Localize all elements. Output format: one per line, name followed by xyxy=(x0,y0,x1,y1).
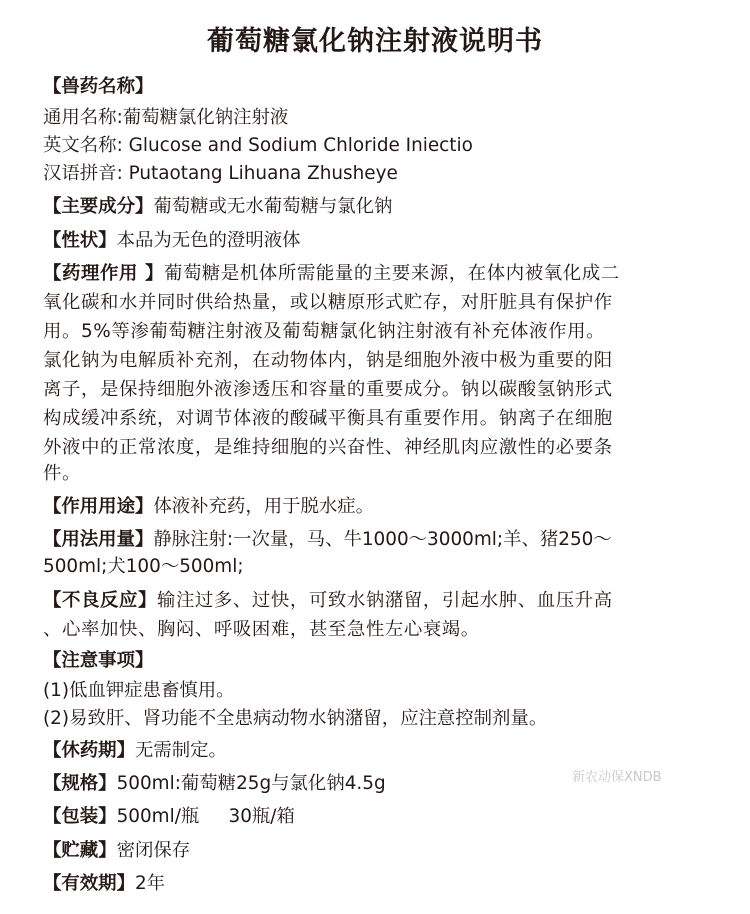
paragraph-line: 件。 xyxy=(43,463,81,484)
section-usage xyxy=(43,493,713,521)
paragraph-line: 输注过多、过快，可致水钠潴留，引起水肿、血压升高 xyxy=(156,590,613,611)
section-value: 本品为无色的澄明液体 xyxy=(116,230,301,251)
watermark: 新农动保XNDB xyxy=(572,770,662,785)
section-heading: 【贮藏】 xyxy=(43,840,117,861)
section-heading: 【作用用途】 xyxy=(43,496,154,517)
section-ingredients xyxy=(43,193,713,221)
section-heading: 【兽药名称】 xyxy=(43,76,154,97)
paragraph-line: 构成缓冲系统，对调节体液的酸碱平衡具有重要作用。钠离子在细胞 xyxy=(43,408,613,429)
section-storage xyxy=(43,837,713,865)
paragraph-line: 外液中的正常浓度，是维持细胞的兴奋性、神经肌肉应激性的必要条 xyxy=(43,437,613,458)
section-value: 500ml/瓶 30瓶/箱 xyxy=(116,806,295,827)
paragraph-line: 静脉注射:一次量，马、牛1000～3000ml;羊、猪250～ xyxy=(153,529,612,550)
section-value: 2年 xyxy=(134,873,166,894)
paragraph-line: 氧化碳和水并同时供给热量，或以糖原形式贮存，对肝脏具有保护作 xyxy=(43,292,613,313)
list-item: (1)低血钾症患畜慎用。 xyxy=(43,680,235,701)
section-heading: 【注意事项】 xyxy=(43,650,154,671)
section-withdrawal xyxy=(43,737,713,765)
list-item: (2)易致肝、肾功能不全患病动物水钠潴留，应注意控制剂量。 xyxy=(43,708,548,729)
generic-name-line: 通用名称:葡萄糖氯化钠注射液 xyxy=(43,107,289,128)
section-appearance xyxy=(43,227,713,255)
section-adverse xyxy=(43,587,713,615)
section-heading: 【不良反应】 xyxy=(43,590,157,611)
paragraph-line: 离子，是保持细胞外液渗透压和容量的重要成分。钠以碳酸氢钠形式 xyxy=(43,379,613,400)
section-value: 无需制定。 xyxy=(134,740,227,761)
section-dosage xyxy=(43,526,713,554)
section-heading: 【药理作用 】 xyxy=(43,263,164,284)
paragraph-line: 、心率加快、胸闷、呼吸困难，甚至急性左心衰竭。 xyxy=(43,619,480,640)
paragraph-line: 用。5%等渗葡萄糖注射液及葡萄糖氯化钠注射液有补充体液作用。 xyxy=(43,321,606,342)
section-package xyxy=(43,803,713,831)
pinyin-name-line: 汉语拼音: Putaotang Lihuana Zhusheye xyxy=(43,163,398,184)
section-value: 葡萄糖或无水葡萄糖与氯化钠 xyxy=(153,196,393,217)
section-value: 体液补充药，用于脱水症。 xyxy=(153,496,375,517)
section-pharmacology xyxy=(43,260,713,288)
section-heading: 【性状】 xyxy=(43,230,117,251)
section-heading: 【用法用量】 xyxy=(43,529,154,550)
section-heading: 【主要成分】 xyxy=(43,196,154,217)
section-heading: 【有效期】 xyxy=(43,873,135,894)
section-value: 500ml:葡萄糖25g与氯化钠4.5g xyxy=(116,773,386,794)
section-validity xyxy=(43,870,713,898)
section-heading: 【规格】 xyxy=(43,773,117,794)
english-name-line: 英文名称: Glucose and Sodium Chloride Iniectio xyxy=(43,135,473,156)
section-heading: 【包装】 xyxy=(43,806,117,827)
section-heading: 【休药期】 xyxy=(43,740,135,761)
paragraph-line: 氯化钠为电解质补充剂，在动物体内，钠是细胞外液中极为重要的阳 xyxy=(43,350,613,371)
document-title: 葡萄糖氯化钠注射液说明书 xyxy=(207,26,543,57)
paragraph-line: 葡萄糖是机体所需能量的主要来源，在体内被氧化成二 xyxy=(163,263,620,284)
paragraph-line: 500ml;犬100～500ml; xyxy=(43,556,244,577)
section-value: 密闭保存 xyxy=(116,840,191,861)
section-drug-name xyxy=(43,73,713,101)
section-precautions xyxy=(43,647,713,675)
